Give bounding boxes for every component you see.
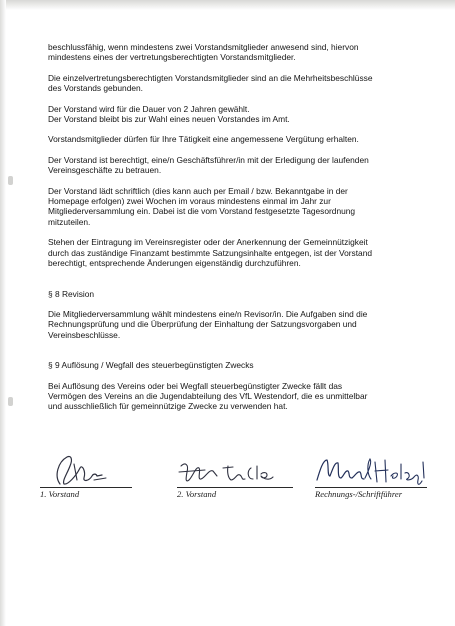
scan-left-shadow bbox=[0, 0, 6, 626]
paragraph-managing-director bbox=[48, 155, 428, 176]
text-line: Der Vorstand bleibt bis zur Wahl eines neuen Vorstandes im Amt. bbox=[48, 114, 290, 125]
text-line: Rechnungsprüfung und die Überprüfung der Einhaltung der Satzungsvorgaben und bbox=[48, 319, 357, 330]
paragraph-quorum bbox=[48, 42, 428, 63]
text-line: und ausschließlich für gemeinnützige Zwecke zu verwenden hat. bbox=[48, 401, 288, 412]
section-title: § 9 Auflösung / Wegfall des steuerbegünstigten Zwecks bbox=[48, 360, 254, 371]
text-line: Der Vorstand ist berechtigt, eine/n Geschäftsführer/in mit der Erledigung der laufenden bbox=[48, 154, 369, 165]
handwritten-signature-2 bbox=[177, 454, 297, 488]
text-line: Bei Auflösung des Vereins oder bei Wegfall steuerbegünstigter Zwecke fällt das bbox=[48, 380, 343, 391]
text-line: Die Mitgliederversammlung wählt mindestens eine/n Revisor/in. Die Aufgaben sind die bbox=[48, 308, 368, 319]
paragraph-general-meeting-invitation bbox=[48, 186, 428, 228]
signature-line bbox=[315, 487, 427, 488]
signature-first-chair bbox=[40, 454, 140, 514]
text-line: mitzuteilen. bbox=[48, 216, 91, 227]
text-line: Vermögen des Vereins an die Jugendabteilung des VfL Westendorf, die es unmittelbar bbox=[48, 390, 368, 401]
signature-line bbox=[40, 487, 132, 488]
text-line: Stehen der Eintragung im Vereinsregister oder der Anerkennung der Gemeinnützigkeit bbox=[48, 237, 368, 248]
handwritten-signature-1 bbox=[40, 454, 140, 488]
text-line: beschlussfähig, wenn mindestens zwei Vorstandsmitglieder anwesend sind, hiervon bbox=[48, 42, 359, 52]
section-title: § 8 Revision bbox=[48, 288, 95, 299]
signature-line bbox=[177, 487, 293, 488]
text-line: Vereinsbeschlüsse. bbox=[48, 329, 121, 340]
text-line: berechtigt, entsprechende Änderungen eigenständig durchzuführen. bbox=[48, 258, 301, 269]
text-line: Der Vorstand lädt schriftlich (dies kann auch per Email / bzw. Bekanntgabe in der bbox=[48, 185, 348, 196]
signature-label: 2. Vorstand bbox=[177, 489, 217, 499]
punch-hole-top bbox=[8, 176, 13, 185]
paragraph-revision bbox=[48, 309, 428, 340]
punch-hole-bottom bbox=[8, 397, 13, 406]
text-line: Vorstandsmitglieder dürfen für Ihre Tätigkeit eine angemessene Vergütung erhalten. bbox=[48, 134, 359, 145]
paragraph-dissolution bbox=[48, 381, 428, 412]
text-line: des Vorstands gebunden. bbox=[48, 83, 143, 94]
text-line: Die einzelvertretungsberechtigten Vorstandsmitglieder sind an die Mehrheitsbeschlüsse bbox=[48, 72, 373, 83]
document-body bbox=[48, 42, 428, 412]
text-line: mindestens eines der vertretungsberechtigten Vorstandsmitglieder. bbox=[48, 52, 296, 63]
handwritten-signature-3 bbox=[315, 454, 430, 488]
section-heading-revision bbox=[48, 289, 428, 299]
text-line: Vereinsgeschäfte zu betrauen. bbox=[48, 165, 162, 176]
signature-label: 1. Vorstand bbox=[40, 489, 80, 499]
paragraph-term-of-office bbox=[48, 104, 428, 125]
paragraph-majority-decisions bbox=[48, 73, 428, 94]
signature-label: Rechnungs-/Schriftführer bbox=[315, 489, 403, 499]
paragraph-amendments bbox=[48, 237, 428, 268]
text-line: Homepage erfolgen) zwei Wochen im voraus mindestens einmal im Jahr zur bbox=[48, 196, 331, 207]
section-heading-dissolution bbox=[48, 360, 428, 370]
paragraph-compensation bbox=[48, 134, 428, 144]
signature-block bbox=[40, 454, 430, 514]
text-line: Der Vorstand wird für die Dauer von 2 Jahren gewählt. bbox=[48, 103, 250, 114]
signature-second-chair bbox=[177, 454, 297, 514]
signature-treasurer-secretary bbox=[315, 454, 430, 514]
text-line: Mitgliederversammlung ein. Dabei ist die vom Vorstand festgesetzte Tagesordnung bbox=[48, 206, 356, 217]
text-line: durch das zuständige Finanzamt bestimmte Satzungsinhalte entgegen, ist der Vorstand bbox=[48, 247, 373, 258]
scan-top-shadow bbox=[0, 0, 455, 10]
